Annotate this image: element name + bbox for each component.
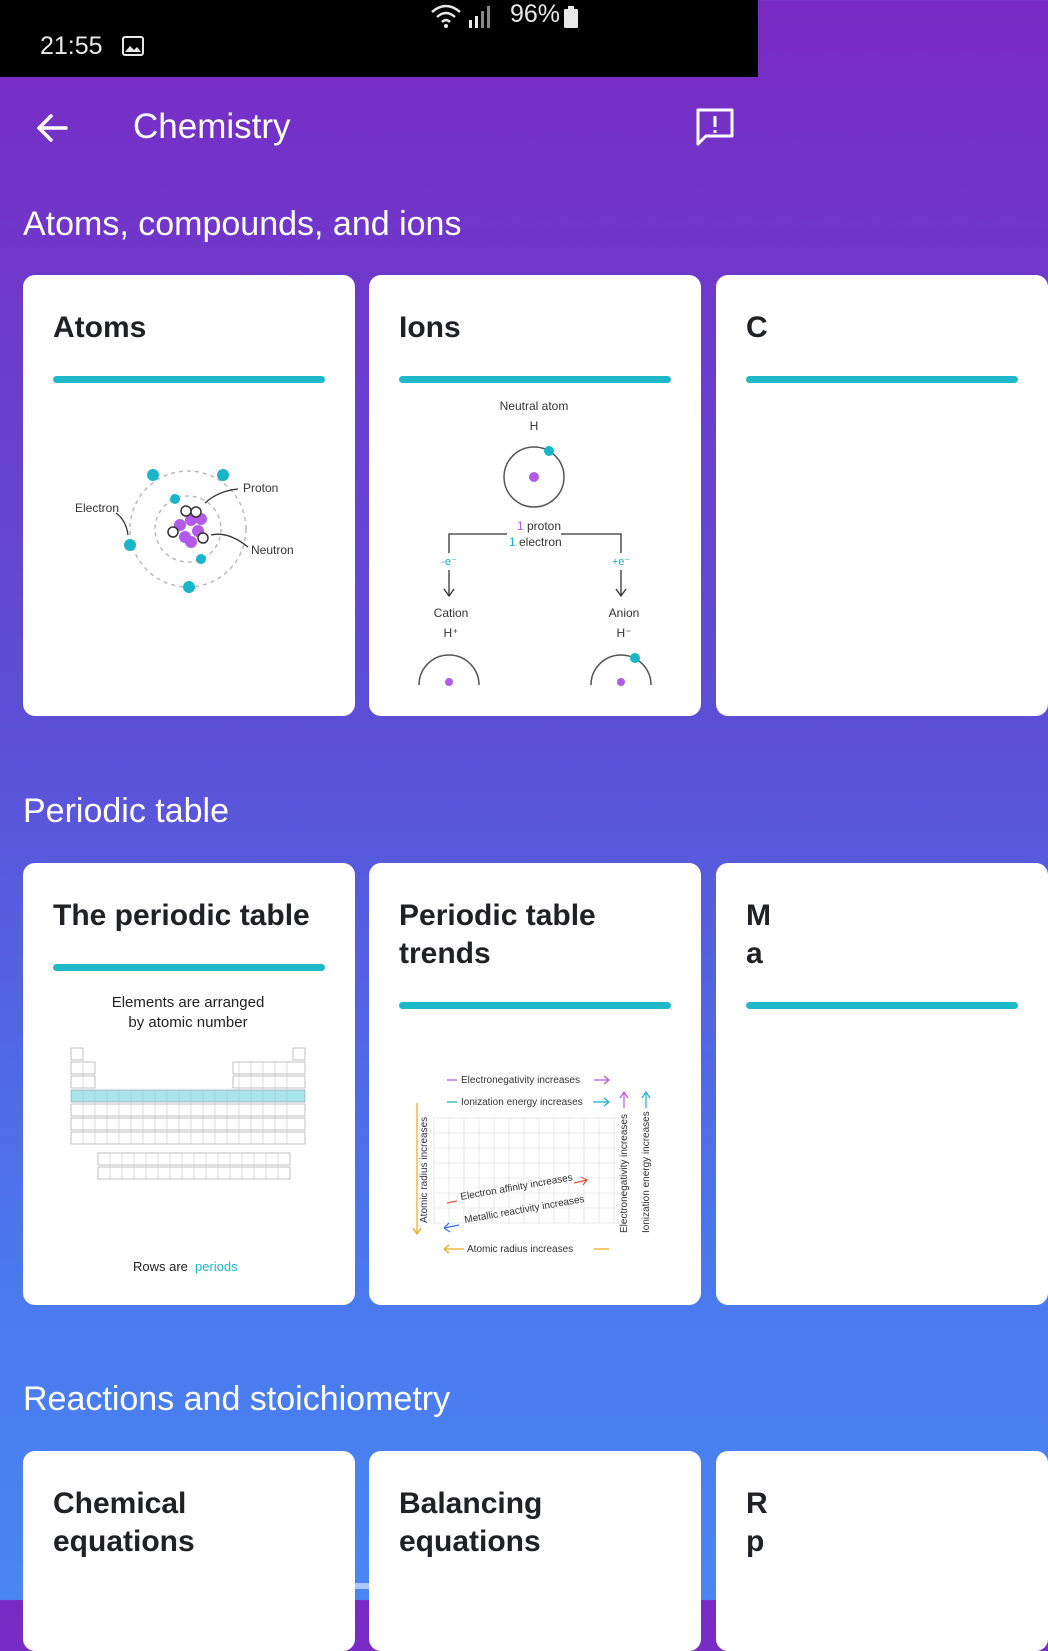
neutron-label: Neutron [251,543,294,557]
card-title [53,1485,195,1561]
card-title-line-1: Chemical [53,1487,187,1520]
card-title-line-2: equations [53,1525,195,1558]
atom-diagram [23,425,355,635]
card-title-line-1: Balancing [399,1487,543,1520]
wifi-icon [430,4,462,33]
minus-e-label: -e⁻ [441,556,457,568]
proton-label: Proton [243,481,279,495]
ionization-side-label: Ionization energy increases [641,1111,652,1233]
card-periodic-table[interactable] [23,863,355,1305]
card-atoms[interactable] [23,275,355,716]
progress-bar [53,964,325,971]
pt-heading-1: Elements are arranged [111,994,265,1011]
proton-word: proton [527,519,562,533]
battery-icon [564,6,578,33]
card-title [746,897,771,973]
card-ions[interactable] [369,275,701,716]
ions-diagram [369,395,701,685]
pt-heading-2: by atomic number [128,1014,248,1031]
card-title-line-1: M [746,899,771,932]
progress-bar [399,376,671,383]
periodic-table-diagram [23,985,355,1277]
cation-label: Cation [433,606,469,620]
section-title-periodic: Periodic table [23,792,230,830]
plus-e-label: +e⁻ [611,556,631,568]
arrow-left-icon [30,105,76,151]
ionization-label: Ionization energy increases [461,1097,583,1108]
section-title-reactions: Reactions and stoichiometry [23,1380,451,1418]
progress-bar [746,1002,1018,1009]
progress-bar [399,1002,671,1009]
status-time: 21:55 [40,32,103,60]
card-title: Ions [399,311,461,344]
back-button[interactable] [30,105,76,151]
neutral-atom-label: Neutral atom [499,399,569,413]
proton-count: 1 [517,519,524,533]
battery-percent: 96% [509,0,560,28]
signal-icon [468,6,490,33]
h-minus-label: H⁻ [616,626,632,640]
pt-footer-b: periods [195,1259,238,1274]
page-title: Chemistry [133,107,291,146]
progress-bar [746,376,1018,383]
feedback-button[interactable] [693,105,737,149]
card-partial-metals[interactable] [716,863,1048,1305]
section-title-atoms: Atoms, compounds, and ions [23,205,462,243]
home-indicator[interactable] [278,1583,480,1589]
card-title [399,1485,542,1561]
card-title [746,1485,768,1561]
card-title: The periodic table [53,899,310,932]
card-title-line-1: Periodic table [399,899,596,932]
card-partial-reactions[interactable] [716,1451,1048,1651]
card-title-line-2: a [746,937,763,970]
trends-diagram [369,1063,701,1263]
electron-label: Electron [75,501,120,515]
card-title-line-2: trends [399,937,491,970]
electron-word: electron [519,535,562,549]
electron-affinity-label: Electron affinity increases [459,1172,574,1203]
h-label: H [529,419,539,433]
card-title-line-1: R [746,1487,768,1520]
card-title: Atoms [53,311,147,344]
electron-count: 1 [509,535,516,549]
h-plus-label: H⁺ [443,626,459,640]
card-chemical-equations[interactable] [23,1451,355,1651]
image-icon [122,36,144,61]
app-bar [0,77,758,181]
progress-bar [53,376,325,383]
card-title-line-2: equations [399,1525,541,1558]
card-title [399,897,596,973]
feedback-icon [693,105,737,149]
metallic-label: Metallic reactivity increases [463,1193,586,1226]
atomic-radius-bottom-label: Atomic radius increases [467,1244,574,1255]
electronegativity-label: Electronegativity increases [461,1075,580,1086]
card-title: C [746,311,768,344]
card-periodic-trends[interactable] [369,863,701,1305]
status-bar [0,0,758,77]
card-balancing-equations[interactable] [369,1451,701,1651]
pt-footer-a: Rows are [133,1259,188,1274]
card-partial-compounds[interactable] [716,275,1048,716]
electronegativity-side-label: Electronegativity increases [619,1114,630,1233]
anion-label: Anion [608,606,640,620]
card-title-line-2: p [746,1525,765,1558]
atomic-radius-side-label: Atomic radius increases [419,1116,430,1223]
